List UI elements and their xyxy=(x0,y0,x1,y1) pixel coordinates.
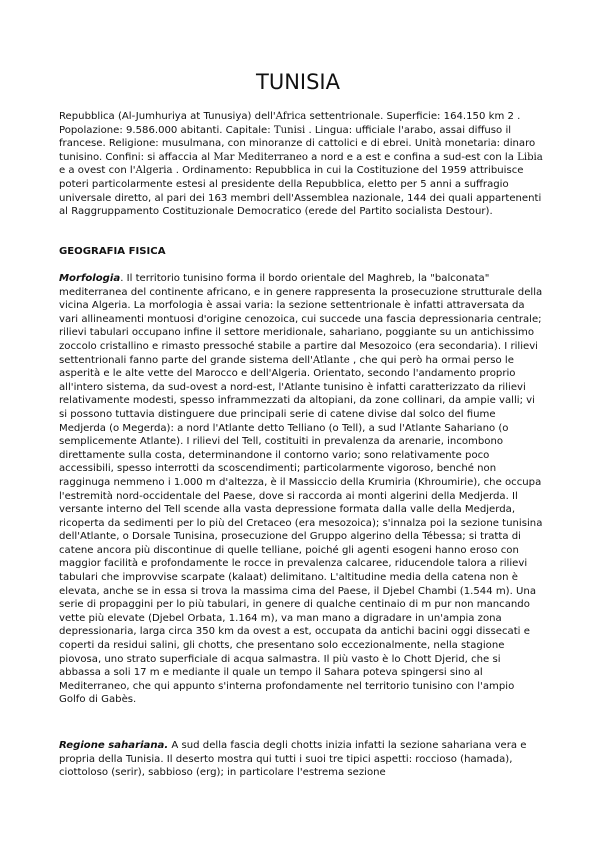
morfologia-text-1: . Il territorio tunisino forma il bordo orientale del Maghreb, la "balconata" mediterranea del continente africano, e in genere rappresenta la prosecuzione strutturale della vicina Algeria. La morfologia è assai varia: la sezione settentrionale è infatti attraversata da vari allineamenti montuosi d'origine cenozoica, cui succede una fascia depressionaria centrale; rilievi tabulari occupano infine il settore meridionale, sahariano, poggiante su un antichissimo zoccolo cristallino e rimasto pressoché stabile a partire dal Mesozoico (era secondaria). I rilievi settentrionali fanno parte del grande sistema dell' xyxy=(59,273,543,366)
sahariana-lead: Regione sahariana. xyxy=(59,740,169,751)
link-mar-mediterraneo[interactable]: Mar Mediterraneo xyxy=(213,151,308,163)
intro-text-5: e a ovest con l' xyxy=(59,165,136,177)
sahariana-text-1: A sud della fascia degli chotts inizia infatti la sezione sahariana vera e propria della Tunisia. Il deserto mostra qui tutti i suoi tre tipici aspetti: roccioso (hamada), ciottoloso (serir), sabbioso (erg); in particolare l'estrema sezione xyxy=(59,740,527,779)
link-libia[interactable]: Libia xyxy=(517,151,543,163)
morfologia-lead: Morfologia xyxy=(59,273,121,284)
morfologia-text-2: , che qui però ha ormai perso le asperità e le alte vette del Marocco e dell'Algeria. Orientato, secondo l'andamento proprio all'intero sistema, da sud-ovest a nord-est, l'Atlante tunisino è infatti caratterizzato da rilievi relativamente modesti, spesso inframmezzati da altopiani, da zone collinari, da ampie valli; vi si possono tuttavia distinguere due principali serie di catene divise dal solco del fiume Medjerda (o Megerda): a nord l'Atlante detto Telliano (o Tell), a sud l'Atlante Sahariano (o semplicemente Atlante). I rilievi del Tell, costituiti in prevalenza da arenarie, incombono direttamente sulla costa, determinandone il contorno vario; sono relativamente poco accessibili, spesso interrotti da scoscendimenti; particolarmente vigoroso, benché non ragginuga nemmeno i 1.000 m d'altezza, è il Massiccio della Krumiria (Khroumirie), che occupa l'estremità nord-occidentale del Paese, dove si raccorda ai monti algerini della Medjerda. Il versante interno del Tell scende alla vasta depressione formata dalla valle della Medjerda, ricoperta da sedimenti per lo più del Cretaceo (era mesozoica); s'innalza poi la sezione tunisina dell'Atlante, o Dorsale Tunisina, prosecuzione del Gruppo algerino della Tébessa; si tratta di catene ancora più discontinue di quelle telliane, poiché gli agenti esogeni hanno eroso con maggior facilità e profondamente le rocce in prevalenza calcaree, riducendole talora a rilievi tabulari che improvvise scarpate (kalaat) delimitano. L'altitudine media della catena non è elevata, anche se in essa si trova la massima cima del Paese, il Djebel Chambi (1.544 m). Una serie di propaggini per lo più tabulari, in genere di qualche centinaio di m pur non mancando vette più elevate (Djebel Orbata, 1.164 m), va man mano a digradare in un'ampia zona depressionaria, larga circa 350 km da ovest a est, occupata da antichi bacini oggi dissecati e coperti da residui salini, gli chotts, che presentano solo eccezionalmente, nella stagione piovosa, uno strato superficiale di acqua salmastra. Il più vasto è lo Chott Djerid, che si abbassa a soli 17 m e mediante il quale un tempo il Sahara poteva spingersi sino al Mediterraneo, che qui appunto s'interna profondamente nel territorio tunisino con l'ampio Golfo di Gabès. xyxy=(59,354,543,706)
section-heading-geografia: GEOGRAFIA FISICA xyxy=(59,246,166,257)
intro-paragraph xyxy=(59,110,543,219)
sahariana-paragraph xyxy=(59,739,543,780)
intro-text-4: a nord e a est e confina a sud-est con la xyxy=(307,151,518,163)
page-title: TUNISIA xyxy=(256,70,340,94)
link-algeria[interactable]: Algeria xyxy=(135,165,173,177)
intro-text-3: . Lingua: ufficiale l'arabo, assai diffuso il francese. Religione: musulmana, con minoranze di cattolici e di ebrei. Unità monetaria: dinaro tunisino. Confini: si affaccia al xyxy=(59,124,536,163)
link-atlante[interactable]: Atlante xyxy=(312,354,350,366)
intro-text-6: . Ordinamento: Repubblica in cui la Costituzione del 1959 attribuisce poteri particolarmente estesi al presidente della Repubblica, eletto per 5 anni a suffragio universale diretto, al pari dei 163 membri dell'Assemblea nazionale, 144 dei quali appartenenti al Raggruppamento Costituzionale Democratico (erede del Partito socialista Destour). xyxy=(59,165,542,218)
intro-text-2: settentrionale. Superficie: 164.150 km 2 . Popolazione: 9.586.000 abitanti. Capitale: xyxy=(59,111,521,136)
intro-text-1: Repubblica (Al-Jumhuriya at Tunusiya) dell' xyxy=(59,111,276,122)
link-africa[interactable]: Africa xyxy=(275,111,307,122)
link-tunisi[interactable]: Tunisi xyxy=(273,124,306,136)
morfologia-paragraph xyxy=(59,272,543,707)
